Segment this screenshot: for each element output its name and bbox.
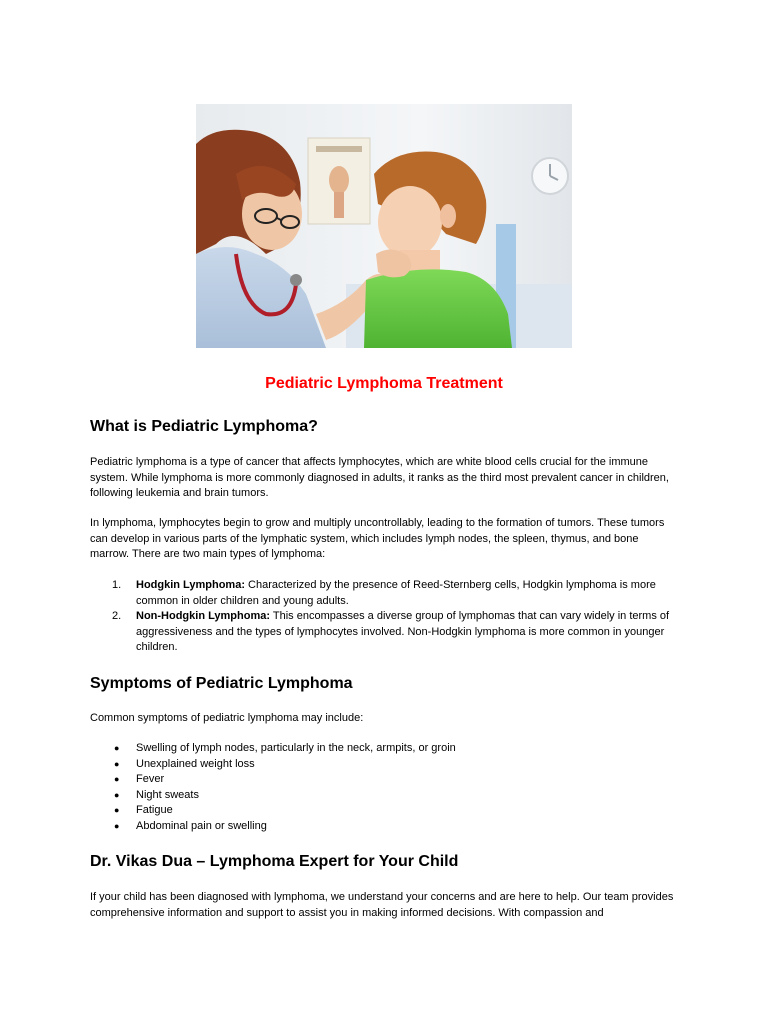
hero-illustration bbox=[196, 104, 572, 348]
paragraph-lymphocyte-growth: In lymphoma, lymphocytes begin to grow and multiply uncontrollably, leading to the formation of tumors. These tumors can develop in various parts of the lymphatic system, which includes lymph nodes, the spleen, thymus, and bone marrow. There are two main types of lymphoma: bbox=[90, 517, 665, 560]
type-description-non-hodgkin: This encompasses a diverse group of lymphomas that can vary widely in terms of aggressiveness and the types of lymphocytes involved. Non-Hodgkin lymphoma is more common in younger children. bbox=[136, 610, 670, 653]
list-item-non-hodgkin bbox=[90, 609, 680, 656]
bullet-icon: ● bbox=[114, 758, 120, 769]
section-heading-symptoms: Symptoms of Pediatric Lymphoma bbox=[90, 675, 353, 692]
list-item: ● Abdominal pain or swelling bbox=[90, 819, 680, 835]
list-item: ● Fever bbox=[90, 772, 680, 788]
list-item: ● Fatigue bbox=[90, 803, 680, 819]
list-item: ● Swelling of lymph nodes, particularly in the neck, armpits, or groin bbox=[90, 741, 680, 757]
list-number: 2. bbox=[112, 610, 122, 622]
paragraph-definition: Pediatric lymphoma is a type of cancer that affects lymphocytes, which are white blood cells crucial for the immune system. While lymphoma is more commonly diagnosed in adults, it ranks as the third most prevalent cancer in children, following leukemia and brain tumors. bbox=[90, 456, 669, 499]
bullet-icon: ● bbox=[114, 789, 120, 800]
bullet-icon: ● bbox=[114, 805, 120, 815]
lymphoma-types-list bbox=[90, 578, 680, 656]
section-heading-expert: Dr. Vikas Dua – Lymphoma Expert for Your Child bbox=[90, 853, 459, 870]
hero-image-doctor-examining-child bbox=[196, 104, 572, 348]
list-item: ● Unexplained weight loss bbox=[90, 757, 680, 773]
symptoms-list bbox=[90, 741, 680, 834]
bullet-icon: ● bbox=[114, 774, 120, 784]
list-item: ● Night sweats bbox=[90, 788, 680, 804]
bullet-icon: ● bbox=[114, 820, 120, 831]
paragraph-symptoms-intro: Common symptoms of pediatric lymphoma may include: bbox=[90, 712, 364, 724]
paragraph-expert: If your child has been diagnosed with lymphoma, we understand your concerns and are here to help. Our team provides comprehensive information and support to assist you in making informed decisions. With compassion and bbox=[90, 891, 674, 919]
list-number: 1. bbox=[112, 579, 122, 591]
type-name-non-hodgkin: Non-Hodgkin Lymphoma: bbox=[136, 610, 271, 622]
list-item-hodgkin bbox=[90, 578, 680, 609]
bullet-icon: ● bbox=[114, 743, 120, 753]
type-description-hodgkin: Characterized by the presence of Reed-Sternberg cells, Hodgkin lymphoma is more common in older children and young adults. bbox=[136, 579, 656, 607]
section-heading-what-is-lymphoma: What is Pediatric Lymphoma? bbox=[90, 418, 318, 435]
document-title: Pediatric Lymphoma Treatment bbox=[265, 375, 503, 392]
type-name-hodgkin: Hodgkin Lymphoma: bbox=[136, 579, 245, 591]
